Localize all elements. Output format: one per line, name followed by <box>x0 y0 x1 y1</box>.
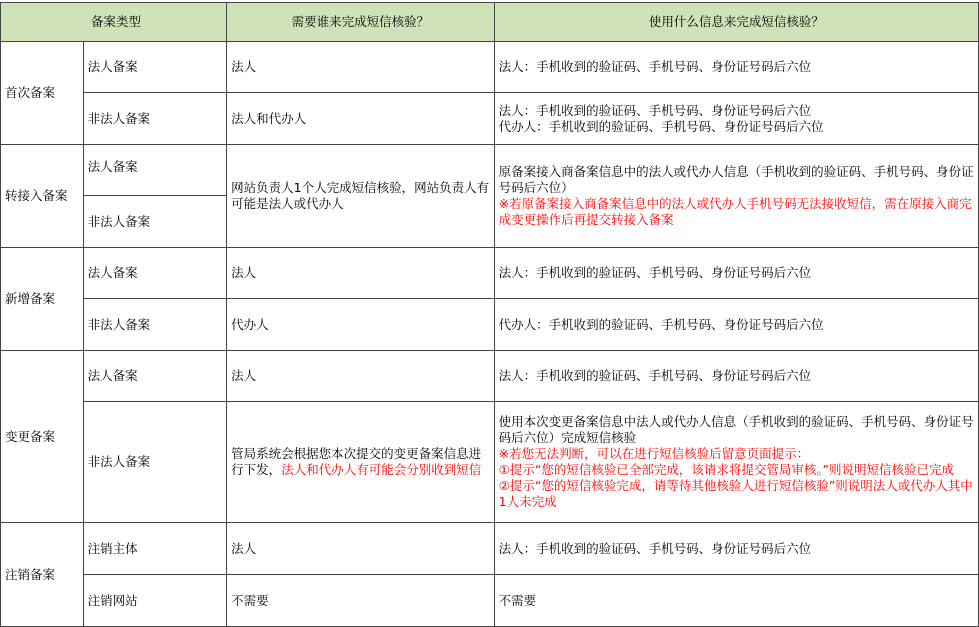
header-who: 需要谁来完成短信核验？ <box>227 3 494 42</box>
who-cell: 法人和代办人 <box>227 93 494 145</box>
info-note: ※若原备案接入商备案信息中的法人或代办人手机号码无法接收短信，需在原接入商完成变更操作后再提交转接入备案 <box>498 196 972 227</box>
group-label-change: 变更备案 <box>1 351 84 523</box>
who-cell: 不需要 <box>227 575 494 627</box>
table-row <box>1 523 979 575</box>
who-cell: 法人 <box>227 42 494 93</box>
who-cell: 法人 <box>227 248 494 299</box>
info-line: 法人：手机收到的验证码、手机号码、身份证号码后六位 <box>498 102 812 118</box>
subtype-cell: 非法人备案 <box>83 299 227 351</box>
group-label-transfer: 转接入备案 <box>1 145 84 248</box>
info-cell: 不需要 <box>494 575 978 627</box>
subtype-cell: 注销网站 <box>83 575 227 627</box>
table-row <box>1 402 979 523</box>
subtype-cell: 注销主体 <box>83 523 227 575</box>
subtype-cell: 法人备案 <box>83 351 227 402</box>
group-label-cancel: 注销备案 <box>1 523 84 627</box>
info-note: ②提示“您的短信核验完成，请等待其他核验人进行短信核验”则说明法人或代办人其中1人未完成 <box>498 478 973 509</box>
who-cell: 法人 <box>227 523 494 575</box>
who-cell <box>227 402 494 523</box>
info-cell <box>494 93 978 145</box>
group-label-new: 新增备案 <box>1 248 84 351</box>
subtype-cell: 法人备案 <box>83 42 227 93</box>
who-text: 管局系统会根据您本次提交的变更备案信息进行下发， <box>231 446 482 477</box>
info-note: ①提示“您的短信核验已全部完成，该请求将提交管局审核。”则说明短信核验已完成 <box>498 462 955 477</box>
info-cell: 法人：手机收到的验证码、手机号码、身份证号码后六位 <box>494 248 978 299</box>
group-label-first: 首次备案 <box>1 42 84 145</box>
subtype-cell: 非法人备案 <box>83 196 227 248</box>
header-info: 使用什么信息来完成短信核验？ <box>494 3 978 42</box>
table-row <box>1 145 979 196</box>
info-cell: 法人：手机收到的验证码、手机号码、身份证号码后六位 <box>494 42 978 93</box>
table-row <box>1 351 979 402</box>
header-filing-type: 备案类型 <box>1 3 227 42</box>
table-row <box>1 93 979 145</box>
info-text: 使用本次变更备案信息中法人或代办人信息（手机收到的验证码、手机号码、身份证号码后六位）完成短信核验 <box>498 414 974 445</box>
who-cell: 法人 <box>227 351 494 402</box>
who-note: 法人和代办人有可能会分别收到短信 <box>281 462 482 477</box>
table-row <box>1 575 979 627</box>
subtype-cell: 非法人备案 <box>83 402 227 523</box>
info-line: 代办人：手机收到的验证码、手机号码、身份证号码后六位 <box>498 118 824 134</box>
subtype-cell: 法人备案 <box>83 145 227 196</box>
table-row <box>1 42 979 93</box>
table-header-row <box>1 3 979 42</box>
info-cell <box>494 402 978 523</box>
subtype-cell: 非法人备案 <box>83 93 227 145</box>
table-row <box>1 299 979 351</box>
who-cell: 代办人 <box>227 299 494 351</box>
info-cell: 代办人：手机收到的验证码、手机号码、身份证号码后六位 <box>494 299 978 351</box>
table-row <box>1 248 979 299</box>
who-cell: 网站负责人1个人完成短信核验，网站负责人有可能是法人或代办人 <box>227 145 494 248</box>
info-cell: 法人：手机收到的验证码、手机号码、身份证号码后六位 <box>494 523 978 575</box>
subtype-cell: 法人备案 <box>83 248 227 299</box>
info-cell <box>494 145 978 248</box>
sms-verification-table <box>0 2 979 627</box>
info-note: ※若您无法判断，可以在进行短信核验后留意页面提示： <box>498 446 810 461</box>
info-text: 原备案接入商备案信息中的法人或代办人信息（手机收到的验证码、手机号码、身份证号码后六位） <box>498 164 974 195</box>
info-cell: 法人：手机收到的验证码、手机号码、身份证号码后六位 <box>494 351 978 402</box>
